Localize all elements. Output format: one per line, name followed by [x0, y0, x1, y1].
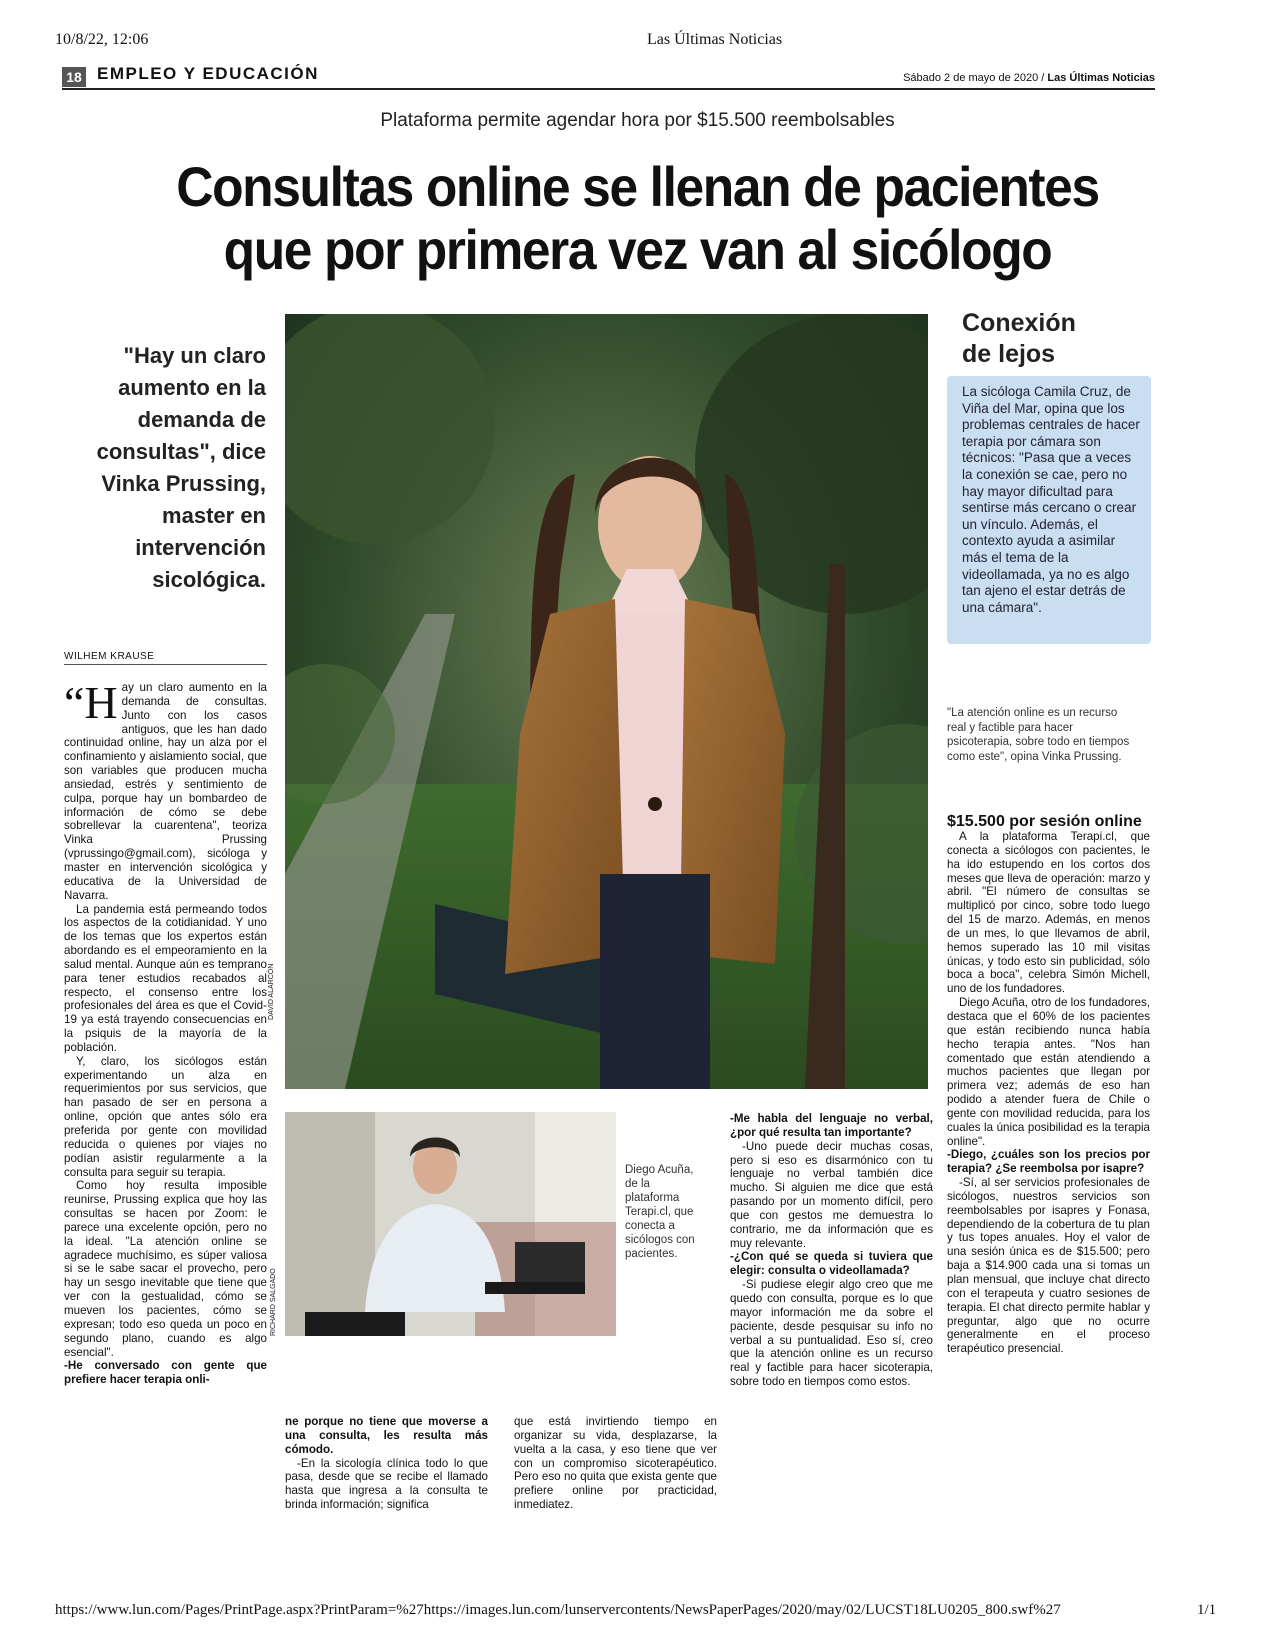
article-column-4: [730, 1112, 933, 1389]
article-paragraph: “Hay un claro aumento en la demanda de consultas. Junto con los casos antiguos, que les han dado continuidad online, hay un alza por el confinamiento y aislamiento social, que son variables que producen mucha ansiedad, estrés y sentimiento de culpa, porque hay un bombardeo de información de cómo se debe sobrellevar la cuarentena", teoriza Vinka Prussing (vprussingo@gmail.com), sicóloga y master en intervención sicológica y educativa de la Universidad de Navarra.: [64, 677, 267, 902]
photo-diego-acuna: [285, 1112, 616, 1336]
article-column-5: [947, 830, 1150, 1356]
article-column-1: [64, 677, 267, 1387]
article-paragraph: Y, claro, los sicólogos están experimentando un alza en requerimientos por sus servicios, que han pasado de ser en persona a online, opción que antes sólo era preferida por gente con movilidad reducida o quienes por viajes no podían asistir regularmente a la consulta para seguir su terapia.: [64, 1054, 267, 1179]
article-column-3: [514, 1415, 717, 1512]
article-paragraph: -En la sicología clínica todo lo que pasa, desde que se recibe el llamado hasta que ingresa a la consulta te brinda información; significa: [285, 1456, 488, 1512]
photo-caption-diego: Diego Acuña, de la plataforma Terapi.cl, que conecta a sicólogos con pacientes.: [625, 1164, 695, 1260]
article-paragraph: que está invirtiendo tiempo en organizar su vida, desplazarse, la vuelta a la casa, y eso tiene que ver con un compromiso sicoterapéutico. Pero eso no quita que exista gente que prefiere online por practicidad, inmediatez.: [514, 1415, 717, 1512]
byline: WILHEM KRAUSE: [64, 651, 267, 665]
page-url: https://www.lun.com/Pages/PrintPage.aspx?PrintParam=%27https://images.lun.com/lunservercontents/NewsPaperPages/2020/may/02/LUCST18LU0205_800.swf%27: [55, 1602, 1061, 1618]
sidebar-title: [962, 308, 1076, 370]
article-headline: [79, 155, 1197, 281]
portrait-illustration: [285, 314, 928, 1089]
article-paragraph: A la plataforma Terapi.cl, que conecta a sicólogos con pacientes, le ha ido estupendo en los cortos dos meses que lleva de operación: marzo y abril. "El número de consultas se multiplicó por cinco, sobre todo luego del 15 de marzo. Además, en menos de un mes, lo que llevamos de abril, hemos superado las 10 mil visitas únicas, y todo esto sin publicidad, sólo boca a boca", celebra Simón Michell, uno de los fundadores.: [947, 830, 1150, 996]
interview-question: -Diego, ¿cuáles son los precios por terapia? ¿Se reembolsa por isapre?: [947, 1148, 1150, 1176]
drop-cap: “H: [64, 677, 118, 728]
article-paragraph: -Uno puede decir muchas cosas, pero si eso es disarmónico con tu lenguaje no verbal también dice mucho. Si alguien me dice que está pasando por un momento difícil, pero que con gestos me demuestra lo contrario, me da información que es muy relevante.: [730, 1139, 933, 1250]
article-kicker: Plataforma permite agendar hora por $15.500 reembolsables: [380, 110, 895, 131]
newspaper-name: Las Últimas Noticias: [1047, 72, 1155, 84]
headline-line-1: Consultas online se llenan de pacientes: [176, 155, 1099, 218]
photo-credit: RICHARD SALGADO: [270, 1268, 277, 1336]
photo-credit: DAVID ALARCÓN: [268, 963, 275, 1020]
article-paragraph: Diego Acuña, otro de los fundadores, destaca que el 60% de los pacientes que están recibiendo nunca había hecho terapia antes. "Nos han comentado que están atendiendo a muchos pacientes que llegan por primera vez; además de eso han podido a atender fuera de Chile o gente con movilidad reducida, para los cuales la única posibilidad es la terapia online".: [947, 996, 1150, 1148]
price-subheading: $15.500 por sesión online: [947, 813, 1142, 830]
main-photo-caption: "La atención online es un recurso real y factible para hacer psicoterapia, sobre todo en tiempos como este", opina Vinka Prussing.: [947, 707, 1130, 763]
interview-question: -¿Con qué se queda si tuviera que elegir: consulta o videollamada?: [730, 1250, 933, 1278]
article-paragraph: -Sí, al ser servicios profesionales de sicólogos, nuestros servicios son reembolsables por isapres y Fonasa, dependiendo de la cobertura de tu plan y tus topes anuales. Hoy el valor de una sesión única es de $15.500; pero baja a $14.900 cada una si tomas un plan mensual, que incluye chat directo con el terapeuta y cuatro sesiones de terapia. El chat directo permite hablar y preguntar, algo que no ocurre generalmente en el proceso terapéutico presencial.: [947, 1176, 1150, 1356]
article-paragraph: Como hoy resulta imposible reunirse, Prussing explica que hoy las consultas se hacen por Zoom: le parece una excelente opción, pero no la ideal. "La atención online se agradece muchísimo, es súper valiosa si se le sabe sacar el provecho, pero hay un sesgo inevitable que tiene que ver con la gestualidad, cómo se mueven los pacientes, cómo se expresan; todo eso queda un poco en segundo plano, cuando es algo esencial".: [64, 1179, 267, 1359]
interview-question: ne porque no tiene que moverse a una consulta, les resulta más cómodo.: [285, 1415, 488, 1456]
header-rule: [62, 88, 1155, 90]
main-photo-vinka-prussing: [285, 314, 928, 1089]
sidebar-title-line-1: Conexión: [962, 309, 1076, 337]
interview-question: -He conversado con gente que prefiere hacer terapia onli-: [64, 1359, 267, 1387]
sidebar-text: La sicóloga Camila Cruz, de Viña del Mar, opina que los problemas centrales de hacer terapia por cámara son técnicos: "Pasa que a veces la conexión se cae, pero no hay mayor dificultad para sentirse más cercano o crear un vínculo. Además, el contexto ayuda a asimilar más el tema de la videollamada, ya no es algo tan ajeno el estar detrás de una cámara".: [962, 384, 1140, 615]
pull-quote: "Hay un claro aumento en la demanda de consultas", dice Vinka Prussing, master en intervención sicológica.: [96, 343, 266, 592]
dateline: [903, 72, 1155, 84]
article-paragraph: -Si pudiese elegir algo creo que me quedo con consulta, porque es lo que mayor información me da sobre el paciente, desde pesquisar su info no verbal a su puntualidad. Eso sí, creo que la atención online es un recurso real y factible para hacer sicoterapia, sobre todo en tiempos como estos.: [730, 1278, 933, 1389]
section-title: EMPLEO Y EDUCACIÓN: [97, 64, 319, 83]
page-count: 1/1: [1197, 1602, 1217, 1618]
article-paragraph: La pandemia está permeando todos los aspectos de la cotidianidad. Y uno de los temas que los expertos están abordando es el empeoramiento en la salud mental. Aunque aún es temprano para tener estudios recabados al respecto, el consenso entre los profesionales del área es que el Covid-19 ya está trayendo consecuencias en la psiquis de la mayoría de la población.: [64, 902, 267, 1054]
issue-date: Sábado 2 de mayo de 2020 /: [903, 72, 1045, 84]
browser-page-title: Las Últimas Noticias: [647, 31, 783, 48]
article-column-2: [285, 1415, 488, 1512]
interview-question: -Me habla del lenguaje no verbal, ¿por qué resulta tan importante?: [730, 1112, 933, 1139]
headline-line-2: que por primera vez van al sicólogo: [223, 218, 1052, 281]
browser-datetime: 10/8/22, 12:06: [55, 31, 149, 48]
diego-photo-illustration: [285, 1112, 616, 1336]
sidebar-title-line-2: de lejos: [962, 340, 1056, 368]
page-number: 18: [62, 67, 86, 87]
